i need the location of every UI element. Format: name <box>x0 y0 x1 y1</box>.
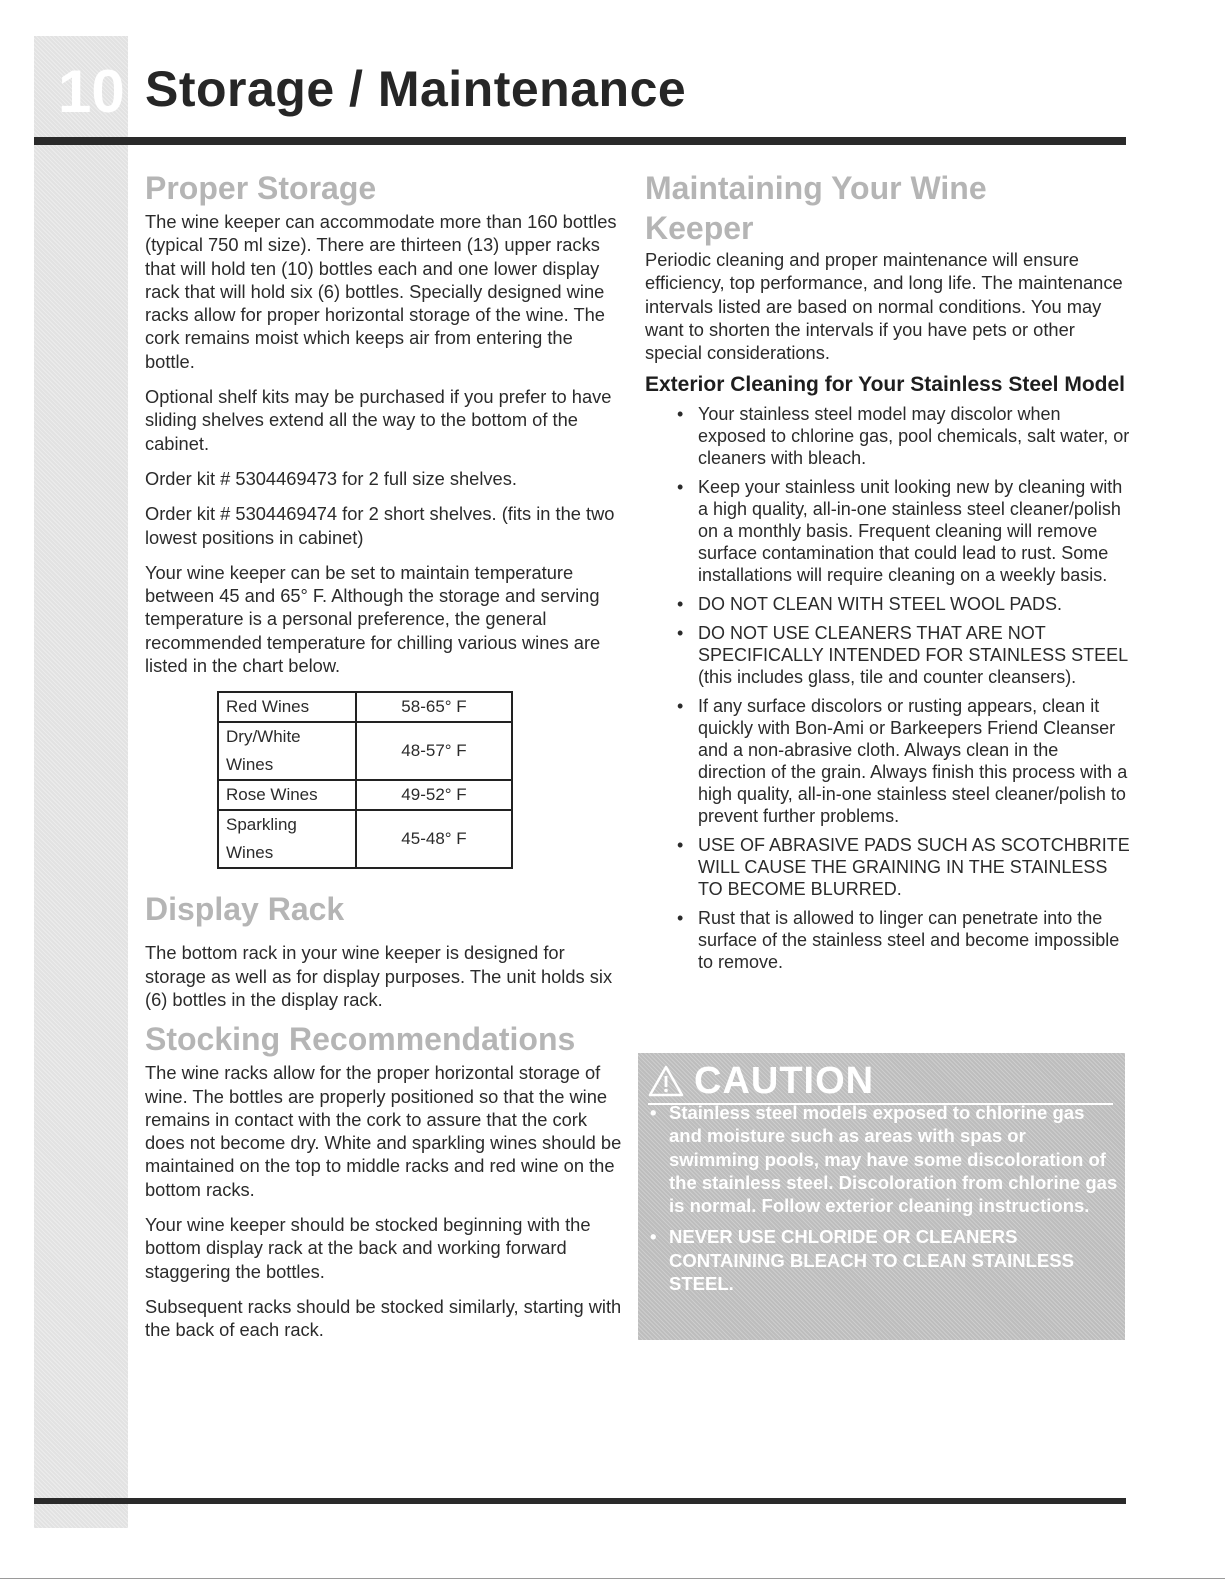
temperature-cell: 58-65° F <box>356 692 512 722</box>
paragraph: The wine keeper can accommodate more than 160 bottles (typical 750 ml size). There are thirteen (13) upper racks that will hold ten (10) bottles each and one lower display rack that will hold six (6) bottles. Specially designed wine racks allow for proper horizontal storage of the wine. The cork remains moist which keeps air from entering the bottle. <box>145 211 617 372</box>
wine-type-cell: Dry/White Wines <box>218 722 356 780</box>
caution-box <box>638 1053 1125 1340</box>
section-number: 10 <box>58 58 125 125</box>
paragraph: Order kit # 5304469474 for 2 short shelves. (fits in the two lowest positions in cabinet) <box>145 503 615 548</box>
header-rule <box>34 137 1126 145</box>
table-row <box>218 692 512 722</box>
wine-temperature-table <box>217 691 513 869</box>
temperature-cell: 48-57° F <box>356 722 512 780</box>
paragraph: Your wine keeper should be stocked beginning with the bottom display rack at the back and working forward staggering the bottles. <box>145 1214 591 1282</box>
list-item: • DO NOT USE CLEANERS THAT ARE NOT SPECIFICALLY INTENDED FOR STAINLESS STEEL (this includes glass, tile and counter cleansers). <box>677 623 1128 688</box>
paragraph: The bottom rack in your wine keeper is designed for storage as well as for display purposes. The unit holds six (6) bottles in the display rack. <box>145 942 613 1010</box>
exterior-cleaning-list <box>645 403 1130 973</box>
caution-header <box>648 1061 874 1101</box>
list-item: • DO NOT CLEAN WITH STEEL WOOL PADS. <box>677 594 1063 615</box>
display-rack-heading: Display Rack <box>145 891 345 928</box>
caution-list <box>638 1101 1118 1303</box>
paragraph: Periodic cleaning and proper maintenance will ensure efficiency, top performance, and long life. The maintenance intervals listed are based on normal conditions. You may want to shorten the intervals if you have pets or other special considerations. <box>645 249 1123 364</box>
right-column <box>645 168 1130 980</box>
page-edge-line <box>0 1578 1225 1579</box>
warning-triangle-icon <box>648 1065 684 1097</box>
wine-type-cell: Red Wines <box>218 692 356 722</box>
list-item: • Rust that is allowed to linger can penetrate into the surface of the stainless steel and become impossible to remove. <box>677 908 1120 973</box>
paragraph: Your wine keeper can be set to maintain temperature between 45 and 65° F. Although the storage and serving temperature is a personal preference, the general recommended temperature for chilling various wines are listed in the chart below. <box>145 561 601 677</box>
temperature-cell: 49-52° F <box>356 780 512 810</box>
exterior-cleaning-heading: Exterior Cleaning for Your Stainless Steel Model <box>645 373 1126 397</box>
wine-type-cell: Sparkling Wines <box>218 810 356 868</box>
list-item: • USE OF ABRASIVE PADS SUCH AS SCOTCHBRITE WILL CAUSE THE GRAINING IN THE STAINLESS TO BECOME BLURRED. <box>677 835 1130 900</box>
caution-item: • Stainless steel models exposed to chlorine gas and moisture such as areas with spas or swimming pools, may have some discoloration of the stainless steel. Discoloration from chlorine gas is normal. Follow exterior cleaning instructions. <box>650 1102 1118 1217</box>
list-item: • Your stainless steel model may discolor when exposed to chlorine gas, pool chemicals, salt water, or cleaners with bleach. <box>677 404 1130 469</box>
left-column <box>145 168 623 1354</box>
temperature-cell: 45-48° F <box>356 810 512 868</box>
list-item: • Keep your stainless unit looking new by cleaning with a high quality, all-in-one stainless steel cleaner/polish on a monthly basis. Frequent cleaning will remove surface contamination that could lead to rust. Some installations will require cleaning on a weekly basis. <box>677 477 1123 586</box>
table-row <box>218 722 512 780</box>
section-side-bar <box>34 36 128 1528</box>
paragraph: Optional shelf kits may be purchased if you prefer to have sliding shelves extend all the way to the bottom of the cabinet. <box>145 386 612 454</box>
maintaining-heading <box>645 168 1130 248</box>
footer-rule <box>34 1498 1126 1504</box>
paragraph: The wine racks allow for the proper horizontal storage of wine. The bottles are properly positioned so that the wine remains in contact with the cork to assure that the cork does not become dry. White and sparkling wines should be maintained on the top to middle racks and red wine on the bottom racks. <box>145 1062 622 1200</box>
page-title: Storage / Maintenance <box>145 61 687 117</box>
wine-type-cell: Rose Wines <box>218 780 356 810</box>
table-row <box>218 810 512 868</box>
stocking-heading: Stocking Recommendations <box>145 1021 576 1058</box>
list-item: • If any surface discolors or rusting appears, clean it quickly with Bon-Ami or Barkeepers Friend Cleanser and a non-abrasive cloth. Always clean in the direction of the grain. Always finish this process with a high quality, all-in-one stainless steel cleaner/polish to prevent further problems. <box>677 696 1128 827</box>
caution-item: • NEVER USE CHLORIDE OR CLEANERS CONTAINING BLEACH TO CLEAN STAINLESS STEEL. <box>650 1226 1074 1295</box>
paragraph: Subsequent racks should be stocked similarly, starting with the back of each rack. <box>145 1295 622 1341</box>
table-row <box>218 780 512 810</box>
proper-storage-heading: Proper Storage <box>145 170 377 206</box>
maintaining-heading-line2: Keeper <box>645 210 754 246</box>
caution-title: CAUTION <box>694 1060 875 1102</box>
maintaining-heading-line1: Maintaining Your Wine <box>645 170 987 206</box>
paragraph: Order kit # 5304469473 for 2 full size shelves. <box>145 467 517 489</box>
